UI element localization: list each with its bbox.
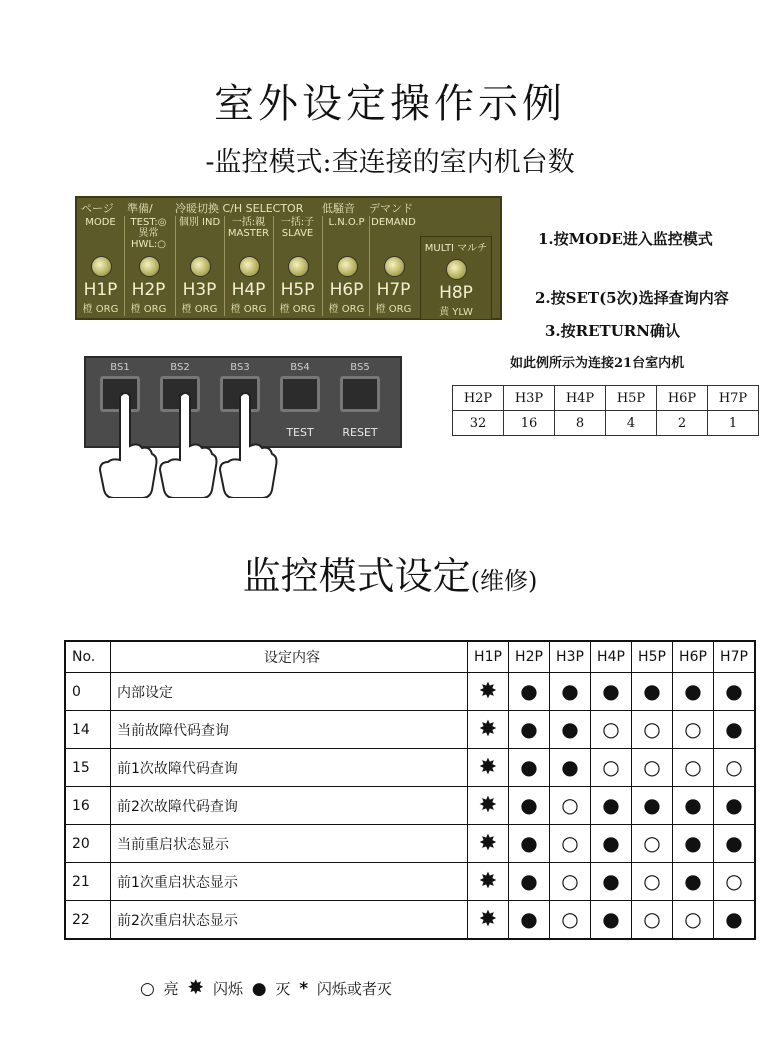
weights-header: H4P	[555, 386, 606, 411]
led-state-cell	[591, 787, 632, 825]
section-title-suffix: (维修)	[470, 567, 538, 595]
button-label: BS5	[350, 362, 370, 373]
led-state-cell	[509, 749, 550, 787]
led-sub: 一括:子 SLAVE	[280, 217, 315, 239]
led-on-icon: ○	[643, 869, 661, 893]
led-state-cell	[509, 673, 550, 711]
led-name: H8P	[439, 283, 473, 303]
led-on-icon: ○	[561, 907, 579, 931]
legend-on-label: 亮	[163, 980, 179, 998]
led-state-cell	[591, 749, 632, 787]
led-state-cell	[591, 825, 632, 863]
led-state-cell	[673, 901, 714, 940]
led-off-icon: ●	[684, 793, 702, 817]
col-header-h2p: H2P	[509, 641, 550, 673]
row-description: 当前重启状态显示	[111, 825, 468, 863]
led-on-icon: ○	[643, 907, 661, 931]
led-state-cell	[509, 825, 550, 863]
legend-off-icon: ●	[251, 979, 267, 999]
led-off-icon: ●	[602, 907, 620, 931]
led-state-cell	[673, 673, 714, 711]
led-cell-h6p	[322, 216, 370, 316]
led-blink-icon: ✸	[478, 830, 498, 856]
led-off-icon: ●	[520, 793, 538, 817]
led-off-icon: ●	[725, 679, 743, 703]
row-description: 当前故障代码查询	[111, 711, 468, 749]
led-state-cell	[468, 863, 509, 901]
instruction-step2: 2.按SET(5次)选择查询内容	[535, 289, 729, 307]
led-state-cell	[468, 901, 509, 940]
row-description: 前1次故障代码查询	[111, 749, 468, 787]
led-state-cell	[714, 749, 756, 787]
button-label: BS4	[290, 362, 310, 373]
table-row	[65, 863, 755, 901]
led-color: 黄 YLW	[439, 307, 473, 318]
led-light	[288, 256, 309, 277]
button-label: BS2	[170, 362, 190, 373]
led-state-cell	[673, 863, 714, 901]
led-on-icon: ○	[561, 793, 579, 817]
led-sub: 個別 IND	[178, 217, 221, 228]
led-state-cell	[550, 787, 591, 825]
led-on-icon: ○	[643, 755, 661, 779]
panel-label-selector: 冷暖切換 C/H SELECTOR	[175, 202, 304, 215]
led-cell-h4p	[224, 216, 272, 316]
row-number: 15	[65, 749, 111, 787]
table-header-row	[65, 641, 755, 673]
weights-header: H6P	[657, 386, 708, 411]
button-label: BS1	[110, 362, 130, 373]
led-state-cell	[509, 787, 550, 825]
bs5-button[interactable]	[332, 362, 388, 442]
led-off-icon: ●	[602, 831, 620, 855]
led-off-icon: ●	[684, 869, 702, 893]
led-off-icon: ●	[520, 679, 538, 703]
led-state-cell	[509, 901, 550, 940]
weights-header: H7P	[708, 386, 759, 411]
led-off-icon: ●	[520, 831, 538, 855]
led-cell-h8p	[420, 236, 492, 320]
led-cell-h2p	[124, 216, 172, 316]
led-cell-h3p	[175, 216, 223, 316]
led-off-icon: ●	[520, 717, 538, 741]
col-header-h7p: H7P	[714, 641, 756, 673]
led-sub: MODE	[85, 217, 116, 228]
led-state-cell	[632, 787, 673, 825]
led-cell-h7p	[369, 216, 417, 316]
led-off-icon: ●	[561, 679, 579, 703]
led-name: H3P	[182, 280, 217, 300]
pointing-hand-icon	[98, 388, 158, 498]
led-on-icon: ○	[684, 717, 702, 741]
led-on-icon: ○	[561, 831, 579, 855]
legend-blink-label: 闪烁	[212, 980, 243, 998]
led-off-icon: ●	[561, 755, 579, 779]
led-sub: TEST:◎ 異常 HWL:○	[130, 217, 167, 250]
page-subtitle: -监控模式:查连接的室内机台数	[205, 147, 575, 178]
table-row	[65, 749, 755, 787]
led-off-icon: ●	[520, 907, 538, 931]
led-name: H6P	[329, 280, 364, 300]
pointing-hand-icon	[158, 388, 218, 498]
panel-label-demand: デマンド	[369, 202, 413, 215]
led-state-cell	[632, 673, 673, 711]
push-key[interactable]	[340, 376, 380, 412]
col-header-h1p: H1P	[468, 641, 509, 673]
led-color: 橙 ORG	[130, 304, 167, 315]
led-state-cell	[550, 673, 591, 711]
weights-value: 1	[708, 411, 759, 436]
led-off-icon: ●	[684, 831, 702, 855]
led-name: H7P	[376, 280, 411, 300]
panel-label-low-noise: 低騒音	[322, 202, 355, 215]
led-on-icon: ○	[561, 869, 579, 893]
led-name: H5P	[280, 280, 315, 300]
led-state-cell	[632, 901, 673, 940]
legend-off-label: 灭	[275, 980, 291, 998]
table-row	[65, 711, 755, 749]
col-header-h6p: H6P	[673, 641, 714, 673]
pointing-hand-icon	[218, 388, 278, 498]
row-number: 22	[65, 901, 111, 940]
col-header-no: No.	[65, 641, 111, 673]
led-state-cell	[632, 711, 673, 749]
led-off-icon: ●	[520, 869, 538, 893]
button-label: BS3	[230, 362, 250, 373]
weights-value: 4	[606, 411, 657, 436]
row-number: 14	[65, 711, 111, 749]
led-state-cell	[550, 749, 591, 787]
led-blink-icon: ✸	[478, 906, 498, 932]
led-state-cell	[550, 863, 591, 901]
led-off-icon: ●	[684, 679, 702, 703]
led-state-cell	[673, 787, 714, 825]
led-state-cell	[468, 825, 509, 863]
led-on-icon: ○	[725, 755, 743, 779]
button-text: RESET	[342, 426, 378, 439]
led-off-icon: ●	[725, 907, 743, 931]
led-state-cell	[673, 711, 714, 749]
table-row	[65, 901, 755, 940]
led-off-icon: ●	[643, 793, 661, 817]
row-number: 21	[65, 863, 111, 901]
led-state-cell	[468, 711, 509, 749]
led-off-icon: ●	[643, 679, 661, 703]
button-text: TEST	[286, 426, 314, 439]
led-on-icon: ○	[725, 869, 743, 893]
weights-header: H2P	[453, 386, 504, 411]
led-off-icon: ●	[602, 869, 620, 893]
section-title-main: 监控模式设定	[242, 554, 471, 598]
instruction-step3: 3.按RETURN确认	[545, 322, 680, 340]
led-state-cell	[591, 901, 632, 940]
push-key[interactable]	[280, 376, 320, 412]
led-off-icon: ●	[602, 679, 620, 703]
led-sub: 一括:親 MASTER	[227, 217, 270, 239]
led-panel-top-labels	[77, 200, 504, 216]
row-description: 前2次重启状态显示	[111, 901, 468, 940]
led-state-cell	[632, 749, 673, 787]
led-state-cell	[468, 673, 509, 711]
led-cell-h1p	[77, 216, 124, 316]
led-blink-icon: ✸	[478, 716, 498, 742]
led-state-cell	[714, 787, 756, 825]
led-off-icon: ●	[520, 755, 538, 779]
legend-blink-icon: ✸	[187, 975, 205, 999]
legend-on-icon: ○	[140, 979, 155, 999]
legend	[140, 975, 396, 999]
led-on-icon: ○	[684, 907, 702, 931]
led-sub: MULTI マルチ	[424, 243, 488, 254]
col-header-h3p: H3P	[550, 641, 591, 673]
legend-either-label: 闪烁或者灭	[316, 980, 392, 998]
led-state-cell	[509, 863, 550, 901]
col-header-desc: 设定内容	[111, 641, 468, 673]
weights-value: 2	[657, 411, 708, 436]
section-title	[0, 545, 780, 600]
led-name: H1P	[83, 280, 118, 300]
led-blink-icon: ✸	[478, 868, 498, 894]
led-state-cell	[714, 825, 756, 863]
instruction-example: 如此例所示为连接21台室内机	[510, 356, 685, 371]
weights-header: H3P	[504, 386, 555, 411]
weights-value: 8	[555, 411, 606, 436]
led-color: 橙 ORG	[181, 304, 218, 315]
col-header-h4p: H4P	[591, 641, 632, 673]
led-state-cell	[550, 711, 591, 749]
led-light	[239, 256, 260, 277]
legend-either-icon: *	[299, 979, 309, 999]
led-state-cell	[714, 711, 756, 749]
led-state-cell	[468, 787, 509, 825]
weights-header-row	[453, 386, 759, 411]
led-light	[190, 256, 211, 277]
led-state-cell	[714, 901, 756, 940]
led-light	[446, 259, 467, 280]
led-state-cell	[591, 863, 632, 901]
row-number: 20	[65, 825, 111, 863]
panel-label-prep: 準備/	[127, 202, 153, 215]
bs4-button[interactable]	[272, 362, 328, 442]
led-sub: DEMAND	[371, 217, 416, 228]
row-number: 16	[65, 787, 111, 825]
weights-value: 16	[504, 411, 555, 436]
led-off-icon: ●	[602, 793, 620, 817]
led-off-icon: ●	[561, 717, 579, 741]
led-name: H2P	[131, 280, 166, 300]
led-color: 橙 ORG	[230, 304, 267, 315]
led-color: 橙 ORG	[82, 304, 119, 315]
led-state-cell	[632, 825, 673, 863]
led-light	[337, 256, 358, 277]
row-number: 0	[65, 673, 111, 711]
weights-table	[452, 385, 759, 436]
row-description: 前2次故障代码查询	[111, 787, 468, 825]
led-on-icon: ○	[643, 717, 661, 741]
led-cell-h5p	[273, 216, 321, 316]
page-title: 室外设定操作示例	[214, 81, 566, 127]
led-state-cell	[591, 673, 632, 711]
led-color: 橙 ORG	[328, 304, 365, 315]
instruction-step1: 1.按MODE进入监控模式	[538, 230, 713, 248]
panel-label-page: ページ	[81, 202, 114, 215]
led-state-cell	[714, 863, 756, 901]
led-light	[139, 256, 160, 277]
led-state-cell	[591, 711, 632, 749]
led-state-cell	[673, 749, 714, 787]
led-state-cell	[550, 901, 591, 940]
weights-value-row	[453, 411, 759, 436]
led-color: 橙 ORG	[375, 304, 412, 315]
led-on-icon: ○	[602, 755, 620, 779]
led-off-icon: ●	[725, 793, 743, 817]
weights-header: H5P	[606, 386, 657, 411]
led-on-icon: ○	[602, 717, 620, 741]
monitor-mode-table	[64, 640, 756, 940]
led-blink-icon: ✸	[478, 678, 498, 704]
led-state-cell	[509, 711, 550, 749]
led-state-cell	[550, 825, 591, 863]
led-sub: L.N.O.P	[328, 217, 365, 228]
led-light	[384, 256, 405, 277]
table-row	[65, 825, 755, 863]
led-state-cell	[632, 863, 673, 901]
led-on-icon: ○	[643, 831, 661, 855]
led-light	[91, 256, 112, 277]
row-description: 前1次重启状态显示	[111, 863, 468, 901]
row-description: 内部设定	[111, 673, 468, 711]
led-blink-icon: ✸	[478, 792, 498, 818]
table-row	[65, 787, 755, 825]
led-color: 橙 ORG	[279, 304, 316, 315]
led-state-cell	[468, 749, 509, 787]
table-row	[65, 673, 755, 711]
led-off-icon: ●	[725, 831, 743, 855]
col-header-h5p: H5P	[632, 641, 673, 673]
led-off-icon: ●	[725, 717, 743, 741]
led-name: H4P	[231, 280, 266, 300]
led-on-icon: ○	[684, 755, 702, 779]
led-state-cell	[714, 673, 756, 711]
weights-value: 32	[453, 411, 504, 436]
led-state-cell	[673, 825, 714, 863]
led-blink-icon: ✸	[478, 754, 498, 780]
